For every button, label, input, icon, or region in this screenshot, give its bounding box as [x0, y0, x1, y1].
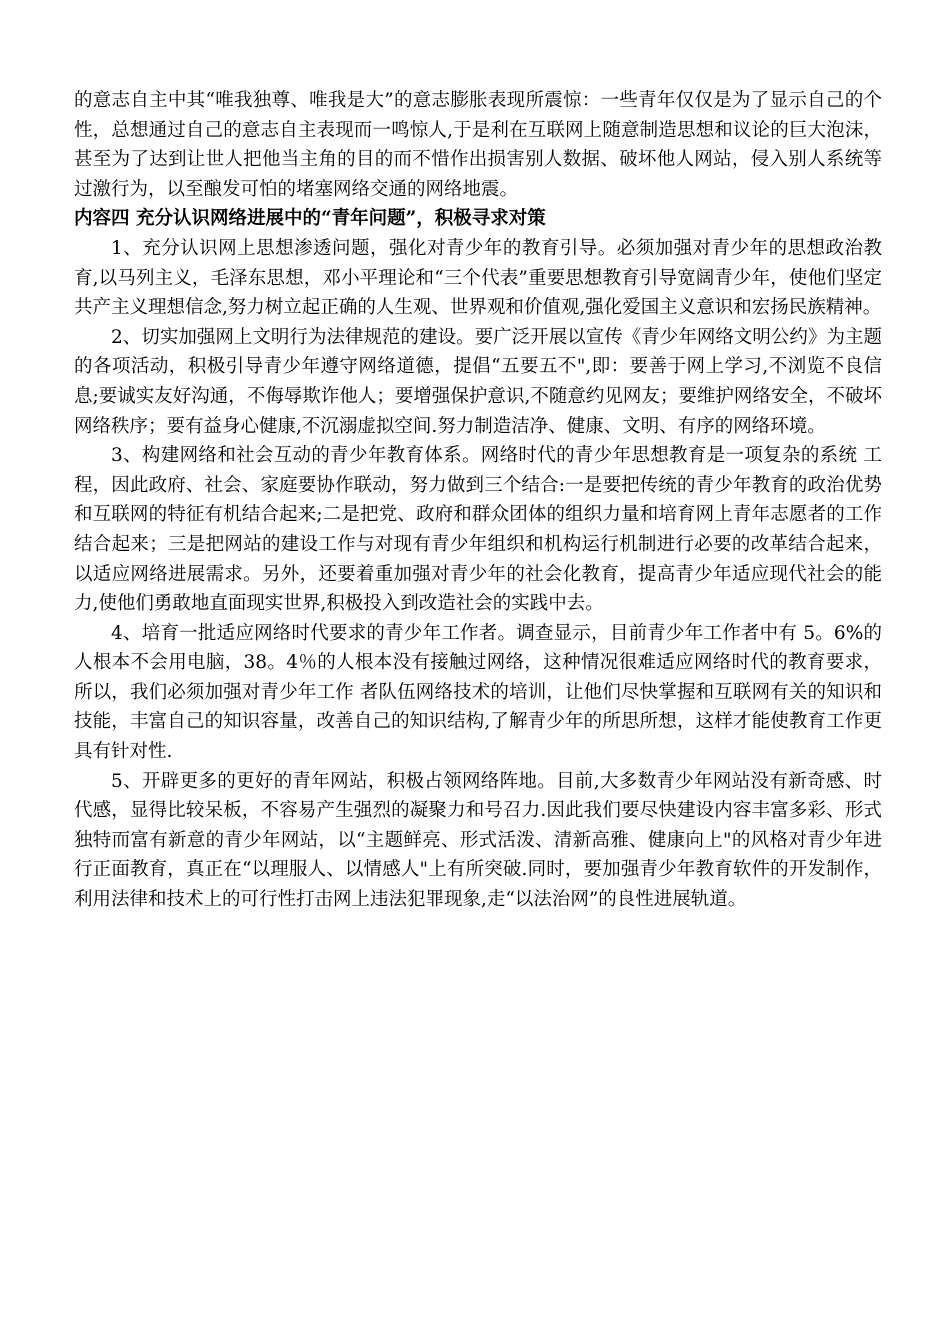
section-heading: 内容四 充分认识网络进展中的“青年问题”，积极寻求对策: [74, 208, 546, 230]
list-item: 1、充分认识网上思想渗透问题，强化对青少年的教育引导。必须加强对青少年的思想政治教育,以马列主义，毛泽东思想，邓小平理论和“三个代表”重要思想教育引导宽阔青少年，使他们坚定共产主义理想信念,努力树立起正确的人生观、世界观和价值观,强化爱国主义意识和宏扬民族精神。: [74, 237, 882, 319]
list-item: 3、构建网络和社会互动的青少年教育体系。网络时代的青少年思想教育是一项复杂的系统 工程，因此政府、社会、家庭要协作联动，努力做到三个结合:一是要把传统的青少年教育的政治优势和互联网的特征有机结合起来;二是把党、政府和群众团体的组织力量和培育网上青年志愿者的工作结合起来；三是把网站的建设工作与对现有青少年组织和机构运行机制进行必要的改革结合起来，以适应网络进展需求。另外，还要着重加强对青少年的社会化教育，提高青少年适应现代社会的能力,使他们勇敢地直面现实世界,积极投入到改造社会的实践中去。: [74, 445, 882, 615]
intro-paragraph: 的意志自主中其“唯我独尊、唯我是大”的意志膨胀表现所震惊：一些青年仅仅是为了显示自己的个性，总想通过自己的意志自主表现而一鸣惊人,于是利在互联网上随意制造思想和议论的巨大泡沫，甚至为了达到让世人把他当主角的目的而不惜作出损害别人数据、破坏他人网站，侵入别人系统等过激行为，以至酿发可怕的堵塞网络交通的网络地震。: [74, 90, 882, 200]
document-page: [74, 86, 882, 915]
list-item: 5、开辟更多的更好的青年网站，积极占领网络阵地。目前,大多数青少年网站没有新奇感、时代感，显得比较呆板，不容易产生强烈的凝聚力和号召力.因此我们要尽快建设内容丰富多彩、形式独特而富有新意的青少年网站，以“主题鲜亮、形式活泼、清新高雅、健康向上"的风格对青少年进行正面教育，真正在“以理服人、以情感人"上有所突破.同时，要加强青少年教育软件的开发制作，利用法律和技术上的可行性打击网上违法犯罪现象,走“以法治网”的良性进展轨道。: [74, 770, 882, 911]
list-item: 2、切实加强网上文明行为法律规范的建设。要广泛开展以宣传《青少年网络文明公约》为主题的各项活动，积极引导青少年遵守网络道德，提倡“五要五不",即：要善于网上学习,不浏览不良信息;要诚实友好沟通，不侮辱欺诈他人；要增强保护意识,不随意约见网友；要维护网络安全，不破坏网络秩序；要有益身心健康,不沉溺虚拟空间.努力制造洁净、健康、文明、有序的网络环境。: [74, 326, 882, 437]
list-item: 4、培育一批适应网络时代要求的青少年工作者。调查显示，目前青少年工作者中有 5。6%的人根本不会用电脑，38。4％的人根本没有接触过网络，这种情况很难适应网络时代的教育要求，所以，我们必须加强对青少年工作 者队伍网络技术的培训，让他们尽快掌握和互联网有关的知识和技能，丰富自己的知识容量，改善自己的知识结构,了解青少年的所思所想，这样才能使教育工作更具有针对性.: [74, 622, 882, 763]
